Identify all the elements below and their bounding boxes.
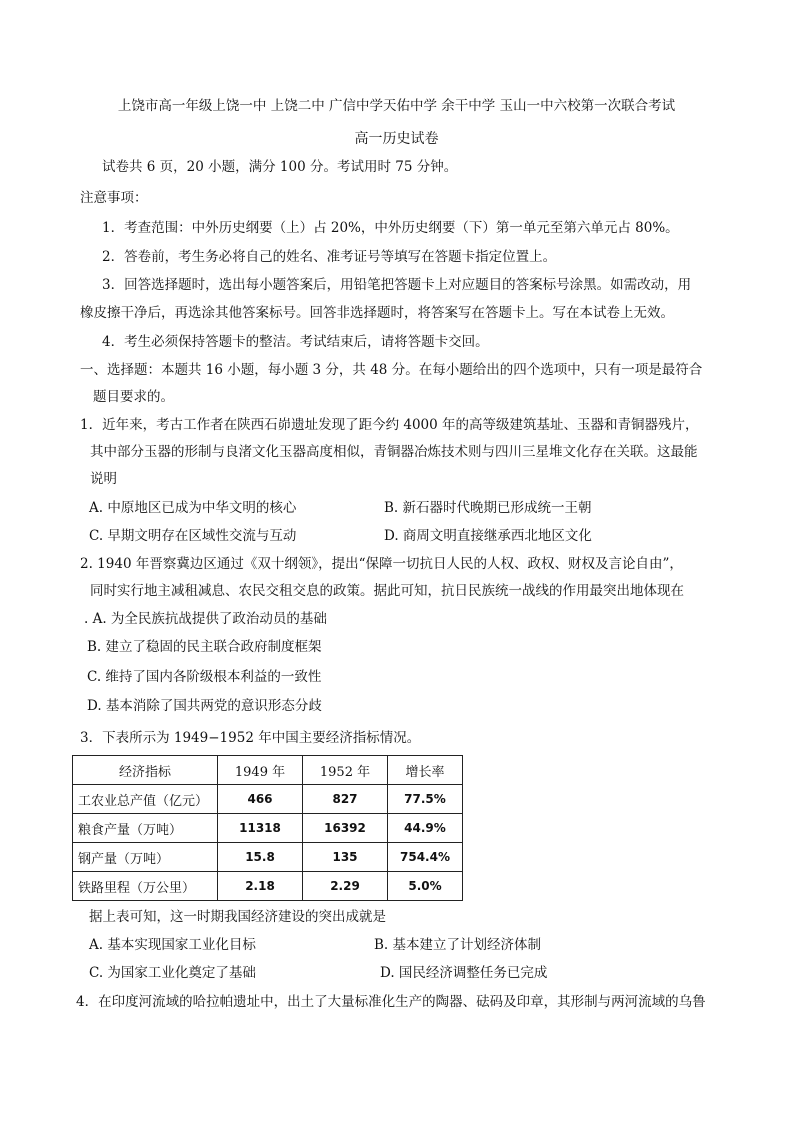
table-cell: 15.8 [218,843,303,872]
note-item: 1．考查范围：中外历史纲要（上）占 20%，中外历史纲要（下）第一单元至第六单元占 80%。 [102,220,679,236]
table-cell: 44.9% [388,814,463,843]
q1-option-c: C. 早期文明存在区域性交流与互动 [89,528,297,544]
notes-heading: 注意事项： [80,190,148,206]
table-cell: 11318 [218,814,303,843]
table-header-cell: 经济指标 [73,756,218,785]
q3-option-c: C. 为国家工业化奠定了基础 [89,965,256,981]
table-cell: 铁路里程（万公里） [73,872,218,901]
table-cell: 钢产量（万吨） [73,843,218,872]
table-row [73,785,463,814]
note-item: 2．答卷前，考生务必将自己的姓名、准考证号等填写在答题卡指定位置上。 [102,249,557,265]
table-header-row [73,756,463,785]
note-item: 橡皮擦干净后，再选涂其他答案标号。回答非选择题时，将答案写在答题卡上。写在本试卷上无效。 [80,305,674,321]
table-header-cell: 增长率 [388,756,463,785]
q2-option-a: . A. 为全民族抗战提供了政治动员的基础 [84,611,327,627]
q1-option-b: B. 新石器时代晚期已形成统一王朝 [384,500,592,516]
q2-option-c: C. 维持了国内各阶级根本利益的一致性 [87,669,322,685]
exam-title: 上饶市高一年级上饶一中 上饶二中 广信中学天佑中学 余干中学 玉山一中六校第一次联合考试 [117,98,676,114]
q3-option-b: B. 基本建立了计划经济体制 [374,937,542,953]
table-row [73,814,463,843]
q1-option-d: D. 商周文明直接继承西北地区文化 [384,528,592,544]
table-cell: 5.0% [388,872,463,901]
table-cell: 135 [303,843,388,872]
question-3-stem: 3．下表所示为 1949−1952 年中国主要经济指标情况。 [80,730,421,746]
note-item: 3．回答选择题时，选出每小题答案后，用铅笔把答题卡上对应题目的答案标号涂黑。如需改动，用 [102,277,692,293]
question-2-stem: 2. 1940 年晋察冀边区通过《双十纲领》，提出“保障一切抗日人民的人权、政权、财权及言论自由”， [80,556,683,572]
section-heading: 一、选择题：本题共 16 小题，每小题 3 分，共 48 分。在每小题给出的四个选项中，只有一项是最符合 [80,362,703,378]
table-row [73,843,463,872]
q1-option-a: A. 中原地区已成为中华文明的核心 [89,500,297,516]
table-header-cell: 1949 年 [218,756,303,785]
q2-option-b: B. 建立了稳固的民主联合政府制度框架 [87,639,322,655]
table-cell: 77.5% [388,785,463,814]
table-cell: 工农业总产值（亿元） [73,785,218,814]
table-cell: 827 [303,785,388,814]
note-item: 4．考生必须保持答题卡的整洁。考试结束后，请将答题卡交回。 [102,334,489,350]
question-2-stem: 同时实行地主减租减息、农民交租交息的政策。据此可知，抗日民族统一战线的作用最突出地体现在 [90,583,684,599]
question-3-prompt: 据上表可知，这一时期我国经济建设的突出成就是 [89,909,386,925]
table-header-cell: 1952 年 [303,756,388,785]
table-cell: 754.4% [388,843,463,872]
exam-info: 试卷共 6 页，20 小题，满分 100 分。考试用时 75 分钟。 [102,159,458,175]
question-1-stem: 1．近年来，考古工作者在陕西石峁遗址发现了距今约 4000 年的高等级建筑基址、玉器和青铜器残片， [80,417,699,433]
table-cell: 2.29 [303,872,388,901]
economic-indicators-table [72,755,463,901]
paper-subtitle: 高一历史试卷 [354,131,439,147]
question-1-stem: 说明 [90,471,117,487]
question-1-stem: 其中部分玉器的形制与良渚文化玉器高度相似，青铜器冶炼技术则与四川三星堆文化存在关联。这最能 [90,444,698,460]
q2-option-d: D. 基本消除了国共两党的意识形态分歧 [87,698,322,714]
table-row [73,872,463,901]
table-cell: 2.18 [218,872,303,901]
table-cell: 粮食产量（万吨） [73,814,218,843]
q3-option-a: A. 基本实现国家工业化目标 [89,937,256,953]
section-heading-cont: 题目要求的。 [93,389,174,405]
table-cell: 16392 [303,814,388,843]
q3-option-d: D. 国民经济调整任务已完成 [380,965,548,981]
table-cell: 466 [218,785,303,814]
question-4-stem: 4．在印度河流域的哈拉帕遗址中，出土了大量标准化生产的陶器、砝码及印章，其形制与两河流域的乌鲁 [76,994,706,1010]
